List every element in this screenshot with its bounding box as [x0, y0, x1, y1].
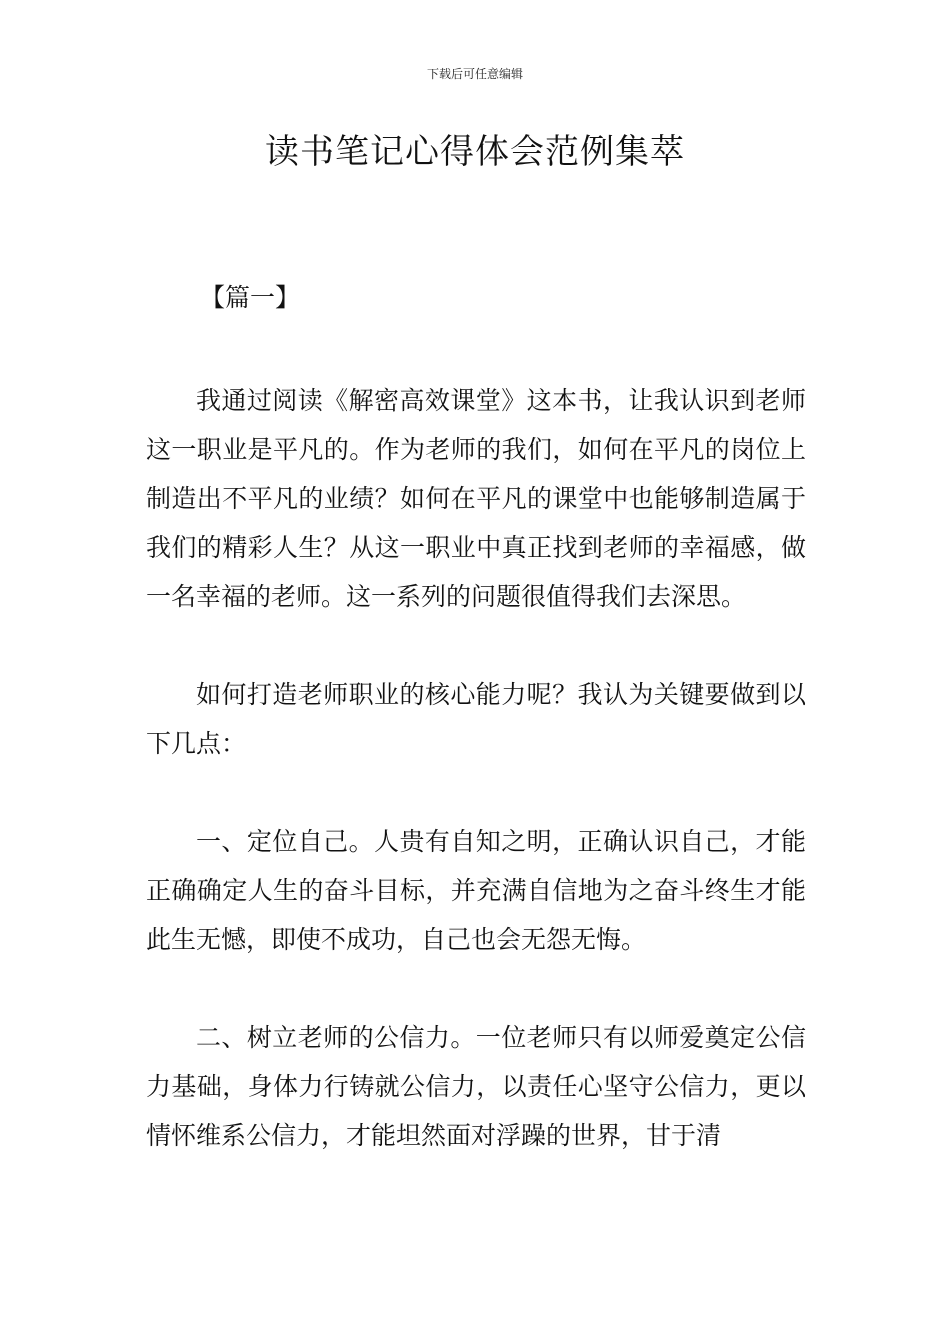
- section-label: 【篇一】: [200, 283, 301, 312]
- paragraph-4: 二、树立老师的公信力。一位老师只有以师爱奠定公信力基础，身体力行铸就公信力，以责任心坚守公信力，更以情怀维系公信力，才能坦然面对浮躁的世界，甘于清: [146, 1023, 806, 1150]
- paragraph-gap: [146, 964, 806, 1013]
- document-title: 读书笔记心得体会范例集萃: [265, 132, 685, 172]
- paragraph-1: 我通过阅读《解密高效课堂》这本书，让我认识到老师这一职业是平凡的。作为老师的我们，如何在平凡的岗位上制造出不平凡的业绩？如何在平凡的课堂中也能够制造属于我们的精彩人生？从这一职业中真正找到老师的幸福感，做一名幸福的老师。这一系列的问题很值得我们去深思。: [146, 386, 806, 611]
- paragraph-gap: [146, 621, 806, 670]
- paragraph-3: 一、定位自己。人贵有自知之明，正确认识自己，才能正确确定人生的奋斗目标，并充满自信地为之奋斗终生才能此生无憾，即使不成功，自己也会无怨无悔。: [146, 827, 806, 954]
- paragraph-gap: [146, 768, 806, 817]
- paragraph-2: 如何打造老师职业的核心能力呢？我认为关键要做到以下几点：: [146, 680, 806, 758]
- page-header-note: 下载后可任意编辑: [426, 67, 523, 81]
- document-body: [146, 376, 806, 1160]
